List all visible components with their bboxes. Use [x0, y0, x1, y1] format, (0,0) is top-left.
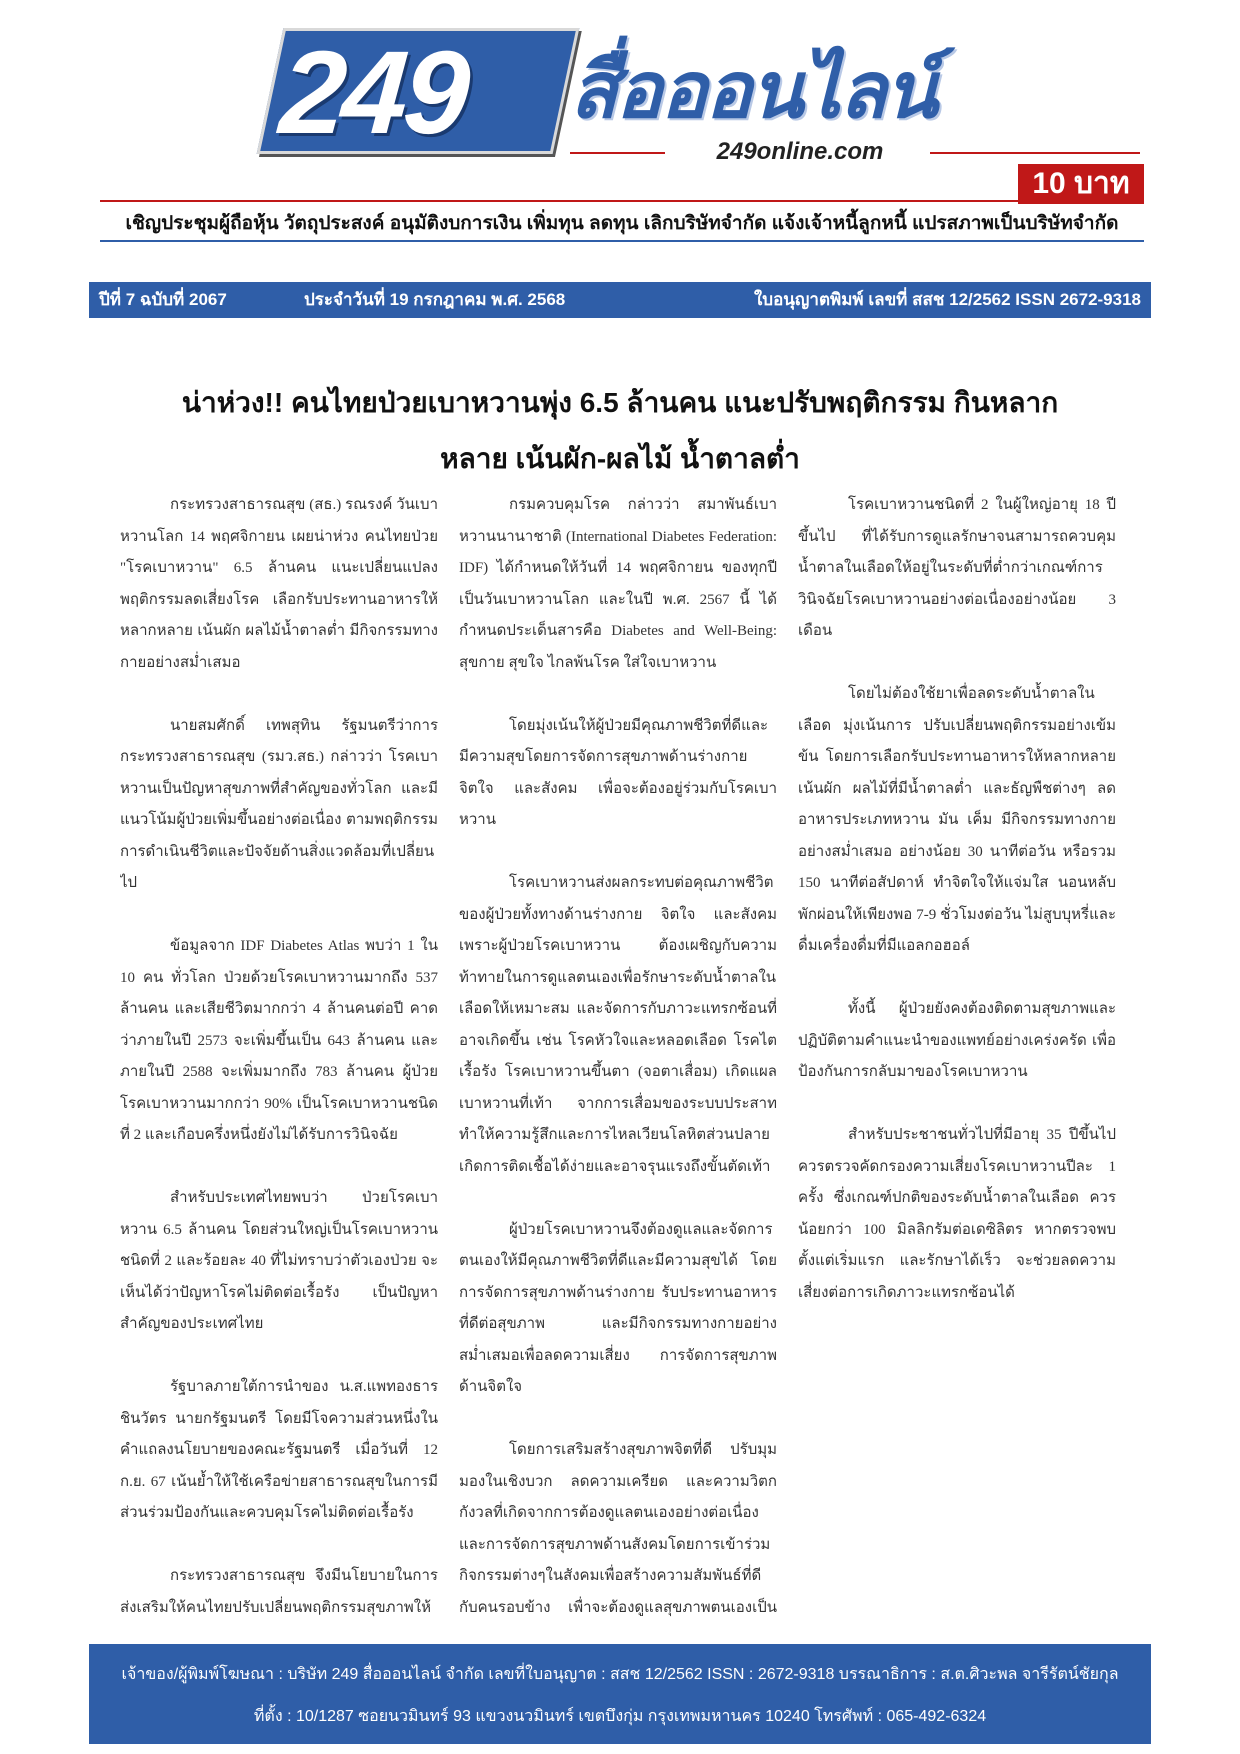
- footer-publisher-line: เจ้าของ/ผู้พิมพ์โฆษณา : บริษัท 249 สื่อออนไลน์ จำกัด เลขที่ใบอนุญาต : สสช 12/2562 ISSN : 2672-9318 บรรณาธิการ : ส.ต.ศิวะพล จารีรัตน์ชัยกุล: [121, 1666, 1119, 1683]
- paragraph: สำหรับประชาชนทั่วไปที่มีอายุ 35 ปีขึ้นไป ควรตรวจคัดกรองความเสี่ยงโรคเบาหวานปีละ 1 ครั้ง ซึ่งเกณฑ์ปกติของระดับน้ำตาลในเลือด ควรน้อยกว่า 100 มิลลิกรัมต่อเดซิลิตร หากตรวจพบตั้งแต่เริ่มแรก และรักษาได้เร็ว จะช่วยลดความเสี่ยงต่อการเกิดภาวะแทรกซ้อนได้: [798, 1127, 1116, 1301]
- tagline: เชิญประชุมผู้ถือหุ้น วัตถุประสงค์ อนุมัติงบการเงิน เพิ่มทุน ลดทุน เลิกบริษัทจำกัด แจ้งเจ้าหนี้ลูกหนี้ แปรสภาพเป็นบริษัทจำกัด: [125, 213, 1119, 234]
- article-body: [120, 490, 1120, 1620]
- divider: [100, 200, 1144, 202]
- paragraph: กระทรวงสาธารณสุข (สธ.) รณรงค์ วันเบาหวานโลก 14 พฤศจิกายน เผยน่าห่วง คนไทยป่วย "โรคเบาหวาน" 6.5 ล้านคน แนะเปลี่ยนแปลงพฤติกรรมลดเสี่ยงโรค เลือกรับประทานอาหารให้หลากหลาย เน้นผัก ผลไม้น้ำตาลต่ำ มีกิจกรรมทางกายอย่างสม่ำเสมอ: [120, 497, 438, 671]
- issue-number: ปีที่ 7 ฉบับที่ 2067: [99, 290, 227, 309]
- paragraph: โดยมุ่งเน้นให้ผู้ป่วยมีคุณภาพชีวิตที่ดีและมีความสุขโดยการจัดการสุขภาพด้านร่างกาย จิตใจ และสังคม เพื่อจะต้องอยู่ร่วมกับโรคเบาหวาน: [459, 717, 777, 828]
- logo-thai-wordmark: สื่อออนไลน์: [570, 46, 936, 134]
- article-column-3: [798, 490, 1116, 1620]
- paragraph: ผู้ป่วยโรคเบาหวานจึงต้องดูแลและจัดการตนเองให้มีคุณภาพชีวิตที่ดีและมีความสุขได้ โดย การจัดการสุขภาพด้านร่างกาย รับประทานอาหารที่ดีต่อสุขภาพ และมีกิจกรรมทางกายอย่างสม่ำเสมอเพื่อลดความเสี่ยง การจัดการสุขภาพด้านจิตใจ: [459, 1221, 777, 1395]
- paragraph: โรคเบาหวานส่งผลกระทบต่อคุณภาพชีวิตของผู้ป่วยทั้งทางด้านร่างกาย จิตใจ และสังคม เพราะผู้ป่วยโรคเบาหวาน ต้องเผชิญกับความท้าทายในการดูแลตนเองเพื่อรักษาระดับน้ำตาลในเลือดให้เหมาะสม และจัดการกับภาวะแทรกซ้อนที่อาจเกิดขึ้น เช่น โรคหัวใจและหลอดเลือด โรคไตเรื้อรัง โรคเบาหวานขึ้นตา (จอตาเสื่อม) เกิดแผลเบาหวานที่เท้า จากการเสื่อมของระบบประสาททำให้ความรู้สึกและการไหลเวียนโลหิตส่วนปลาย เกิดการติดเชื้อได้ง่ายและอาจรุนแรงถึงขั้นตัดเท้า: [459, 875, 777, 1175]
- article-headline: [120, 375, 1120, 487]
- paragraph: กระทรวงสาธารณสุข จึงมีนโยบายในการส่งเสริมให้คนไทยปรับเปลี่ยนพฤติกรรมสุขภาพให้: [120, 1568, 438, 1616]
- article-column-2: [459, 490, 777, 1620]
- divider: [100, 240, 1144, 242]
- paragraph: รัฐบาลภายใต้การนำของ น.ส.แพทองธาร ชินวัตร นายกรัฐมนตรี โดยมีโจความส่วนหนึ่งในคำแถลงนโยบายของคณะรัฐมนตรี เมื่อวันที่ 12 ก.ย. 67 เน้นย้ำให้ใช้เครือข่ายสาธารณสุขในการมีส่วนร่วมป้องกันและควบคุมโรคไม่ติดต่อเรื้อรัง: [120, 1379, 438, 1521]
- publisher-footer: [89, 1644, 1151, 1744]
- masthead: [270, 18, 1070, 173]
- article-column-1: [120, 490, 438, 1620]
- paragraph: โรคเบาหวานชนิดที่ 2 ในผู้ใหญ่อายุ 18 ปีขึ้นไป ที่ได้รับการดูแลรักษาจนสามารถควบคุมน้ำตาลในเลือดให้อยู่ในระดับที่ต่ำกว่าเกณฑ์การวินิจฉัยโรคเบาหวานอย่างต่อเนื่องอย่างน้อย 3 เดือน: [798, 497, 1116, 639]
- paragraph: โดยการเสริมสร้างสุขภาพจิตที่ดี ปรับมุมมองในเชิงบวก ลดความเครียด และความวิตกกังวลที่เกิดจากการต้องดูแลตนเองอย่างต่อเนื่อง และการจัดการสุขภาพด้านสังคมโดยการเข้าร่วมกิจกรรมต่างๆในสังคมเพื่อสร้างความสัมพันธ์ที่ดีกับคนรอบข้าง เพื่าจะต้องดูแลสุขภาพตนเองเป็น: [459, 1442, 777, 1616]
- headline-line: น่าห่วง!! คนไทยป่วยเบาหวานพุ่ง 6.5 ล้านคน แนะปรับพฤติกรรม กินหลาก: [181, 387, 1059, 418]
- paragraph: ทั้งนี้ ผู้ป่วยยังคงต้องติดตามสุขภาพและปฏิบัติตามคำแนะนำของแพทย์อย่างเคร่งครัด เพื่อป้องกันการกลับมาของโรคเบาหวาน: [798, 1001, 1116, 1080]
- paragraph: โดยไม่ต้องใช้ยาเพื่อลดระดับน้ำตาลในเลือด มุ่งเน้นการ ปรับเปลี่ยนพฤติกรรมอย่างเข้มข้น โดยการเลือกรับประทานอาหารให้หลากหลาย เน้นผัก ผลไม้ที่มีน้ำตาลต่ำ และธัญพืชต่างๆ ลดอาหารประเภทหวาน มัน เค็ม มีกิจกรรมทางกายอย่างสม่ำเสมอ อย่างน้อย 30 นาทีต่อวัน หรือรวม 150 นาทีต่อสัปดาห์ ทำจิตใจให้แจ่มใส นอนหลับพักผ่อนให้เพียงพอ 7-9 ชั่วโมงต่อวัน ไม่สูบบุหรี่และดื่มเครื่องดื่มที่มีแอลกอฮอล์: [798, 686, 1116, 954]
- footer-address-line: ที่ตั้ง : 10/1287 ซอยนวมินทร์ 93 แขวงนวมินทร์ เขตบึงกุ่ม กรุงเทพมหานคร 10240 โทรศัพท์ : 065-492-6324: [253, 1708, 987, 1725]
- price-badge: 10 บาท: [1018, 164, 1144, 204]
- license-number: ใบอนุญาตพิมพ์ เลขที่ สสช 12/2562 ISSN 2672-9318: [754, 290, 1141, 309]
- divider: [930, 152, 1140, 154]
- paragraph: กรมควบคุมโรค กล่าวว่า สมาพันธ์เบาหวานนานาชาติ (International Diabetes Federation: IDF) ได้กำหนดให้วันที่ 14 พฤศจิกายน ของทุกปี เป็นวันเบาหวานโลก และในปี พ.ศ. 2567 นี้ ได้กำหนดประเด็นสารคือ Diabetes and Well-Being: สุขกาย สุขใจ ไกลพ้นโรค ใส่ใจเบาหวาน: [459, 497, 777, 671]
- logo-number: 249: [275, 27, 471, 159]
- paragraph: สำหรับประเทศไทยพบว่า ป่วยโรคเบาหวาน 6.5 ล้านคน โดยส่วนใหญ่เป็นโรคเบาหวานชนิดที่ 2 และร้อยละ 40 ที่ไม่ทราบว่าตัวเองป่วย จะเห็นได้ว่าปัญหาโรคไม่ติดต่อเรื้อรัง เป็นปัญหาสำคัญของประเทศไทย: [120, 1190, 438, 1332]
- headline-line: หลาย เน้นผัก-ผลไม้ น้ำตาลต่ำ: [440, 443, 800, 474]
- logo-number-block: [257, 27, 580, 159]
- website-label: 249online.com: [716, 138, 884, 165]
- paragraph: นายสมศักดิ์ เทพสุทิน รัฐมนตรีว่าการกระทรวงสาธารณสุข (รมว.สธ.) กล่าวว่า โรคเบาหวานเป็นปัญหาสุขภาพที่สำคัญของทั่วโลก และมีแนวโน้มผู้ป่วยเพิ่มขึ้นอย่างต่อเนื่อง ตามพฤติกรรมการดำเนินชีวิตและปัจจัยด้านสิ่งแวดล้อมที่เปลี่ยนไป: [120, 717, 438, 891]
- paragraph: ข้อมูลจาก IDF Diabetes Atlas พบว่า 1 ใน 10 คน ทั่วโลก ป่วยด้วยโรคเบาหวานมากถึง 537 ล้านคน และเสียชีวิตมากกว่า 4 ล้านคนต่อปี คาดว่าภายในปี 2573 จะเพิ่มขึ้นเป็น 643 ล้านคน และภายในปี 2588 จะเพิ่มมากถึง 783 ล้านคน ผู้ป่วยโรคเบาหวานมากกว่า 90% เป็นโรคเบาหวานชนิดที่ 2 และเกือบครึ่งหนึ่งยังไม่ได้รับการวินิจฉัย: [120, 938, 438, 1143]
- issue-date: ประจำวันที่ 19 กรกฎาคม พ.ศ. 2568: [304, 290, 566, 309]
- issue-info-bar: [89, 282, 1151, 318]
